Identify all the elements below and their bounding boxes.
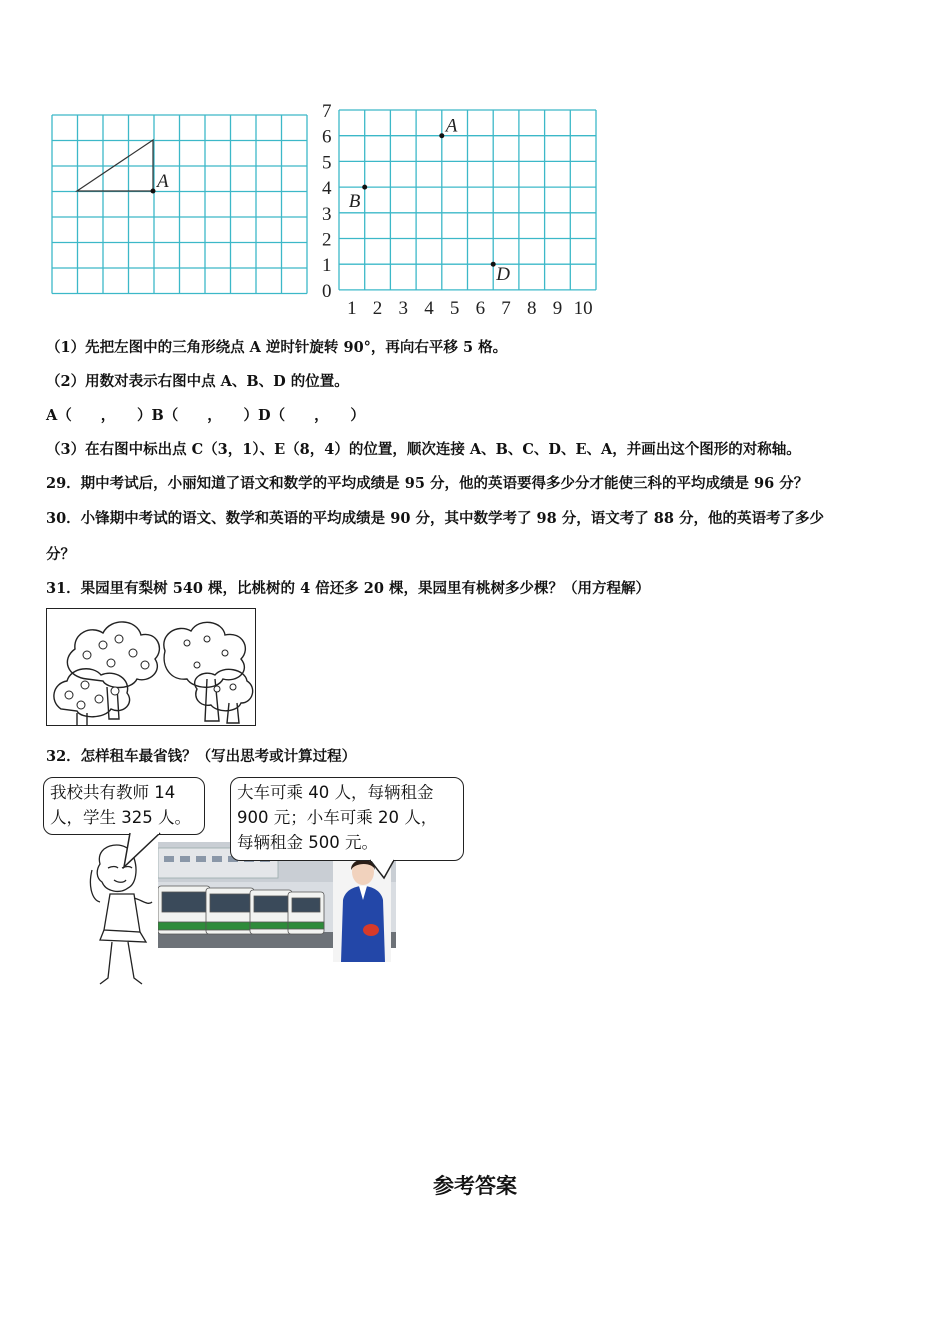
- y-tick-label: 2: [322, 229, 332, 251]
- q31-text: 31．果园里有梨树 540 棵，比桃树的 4 倍还多 20 棵，果园里有桃树多少棵？（用方程解）: [46, 580, 650, 597]
- teacher-speech-bubble: 我校共有教师 14 人，学生 325 人。: [43, 777, 205, 835]
- teacher-bubble-tail: [120, 831, 190, 871]
- point-d-dot: [491, 262, 496, 267]
- x-tick-label: 3: [398, 297, 408, 318]
- orchard-image: [46, 608, 256, 726]
- x-tick-label: 9: [552, 297, 563, 318]
- y-tick-label: 7: [322, 101, 332, 122]
- y-tick-label: 0: [322, 280, 332, 302]
- point-a-label: A: [445, 115, 458, 137]
- x-tick-label: 6: [475, 297, 486, 318]
- point-b-label: B: [348, 191, 361, 213]
- right-grid-figure: [318, 98, 613, 318]
- left-grid-figure: [50, 113, 310, 298]
- x-tick-label: 5: [449, 297, 460, 318]
- staff-bubble-tail: [368, 858, 408, 880]
- q28-part3: （3）在右图中标出点 C（3，1）、E（8，4）的位置，顺次连接 A、B、C、D、E、A，并画出这个图形的对称轴。: [46, 441, 801, 458]
- x-tick-label: 2: [372, 297, 383, 318]
- point-a-dot: [439, 133, 444, 138]
- q28-blanks: A（ ， ）B（ ， ）D（ ， ）: [46, 407, 365, 424]
- x-tick-label: 1: [347, 297, 357, 318]
- y-tick-label: 5: [322, 152, 332, 174]
- point-b-dot: [362, 185, 367, 190]
- x-tick-label: 10: [573, 297, 593, 318]
- right-grid-svg: [318, 98, 613, 318]
- q32-text: 32．怎样租车最省钱？（写出思考或计算过程）: [46, 748, 357, 765]
- x-tick-label: 7: [501, 297, 511, 318]
- q30-text-line2: 分？: [46, 546, 75, 563]
- q28-part1: （1）先把左图中的三角形绕点 A 逆时针旋转 90°，再向右平移 5 格。: [46, 339, 508, 356]
- left-grid-svg: [50, 113, 310, 298]
- staff-speech-bubble: 大车可乘 40 人，每辆租金 900 元；小车可乘 20 人， 每辆租金 500 元。: [230, 777, 464, 861]
- q28-part2: （2）用数对表示右图中点 A、B、D 的位置。: [46, 373, 349, 390]
- x-tick-label: 8: [527, 297, 537, 318]
- q30-text-line1: 30．小锋期中考试的语文、数学和英语的平均成绩是 90 分，其中数学考了 98 分，语文考了 88 分，他的英语考了多少: [46, 510, 824, 527]
- y-tick-label: 6: [322, 126, 332, 148]
- left-point-label: A: [157, 171, 169, 192]
- y-tick-label: 1: [322, 255, 332, 277]
- orchard-svg: [47, 609, 256, 726]
- q29-text: 29．期中考试后，小丽知道了语文和数学的平均成绩是 95 分，他的英语要得多少分才能使三科的平均成绩是 96 分？: [46, 475, 809, 492]
- y-tick-label: 4: [322, 178, 332, 200]
- point-a-dot: [151, 189, 156, 194]
- y-tick-label: 3: [322, 203, 332, 225]
- answer-section-title: 参考答案: [433, 1174, 517, 1198]
- x-tick-label: 4: [424, 297, 434, 318]
- point-d-label: D: [496, 264, 510, 286]
